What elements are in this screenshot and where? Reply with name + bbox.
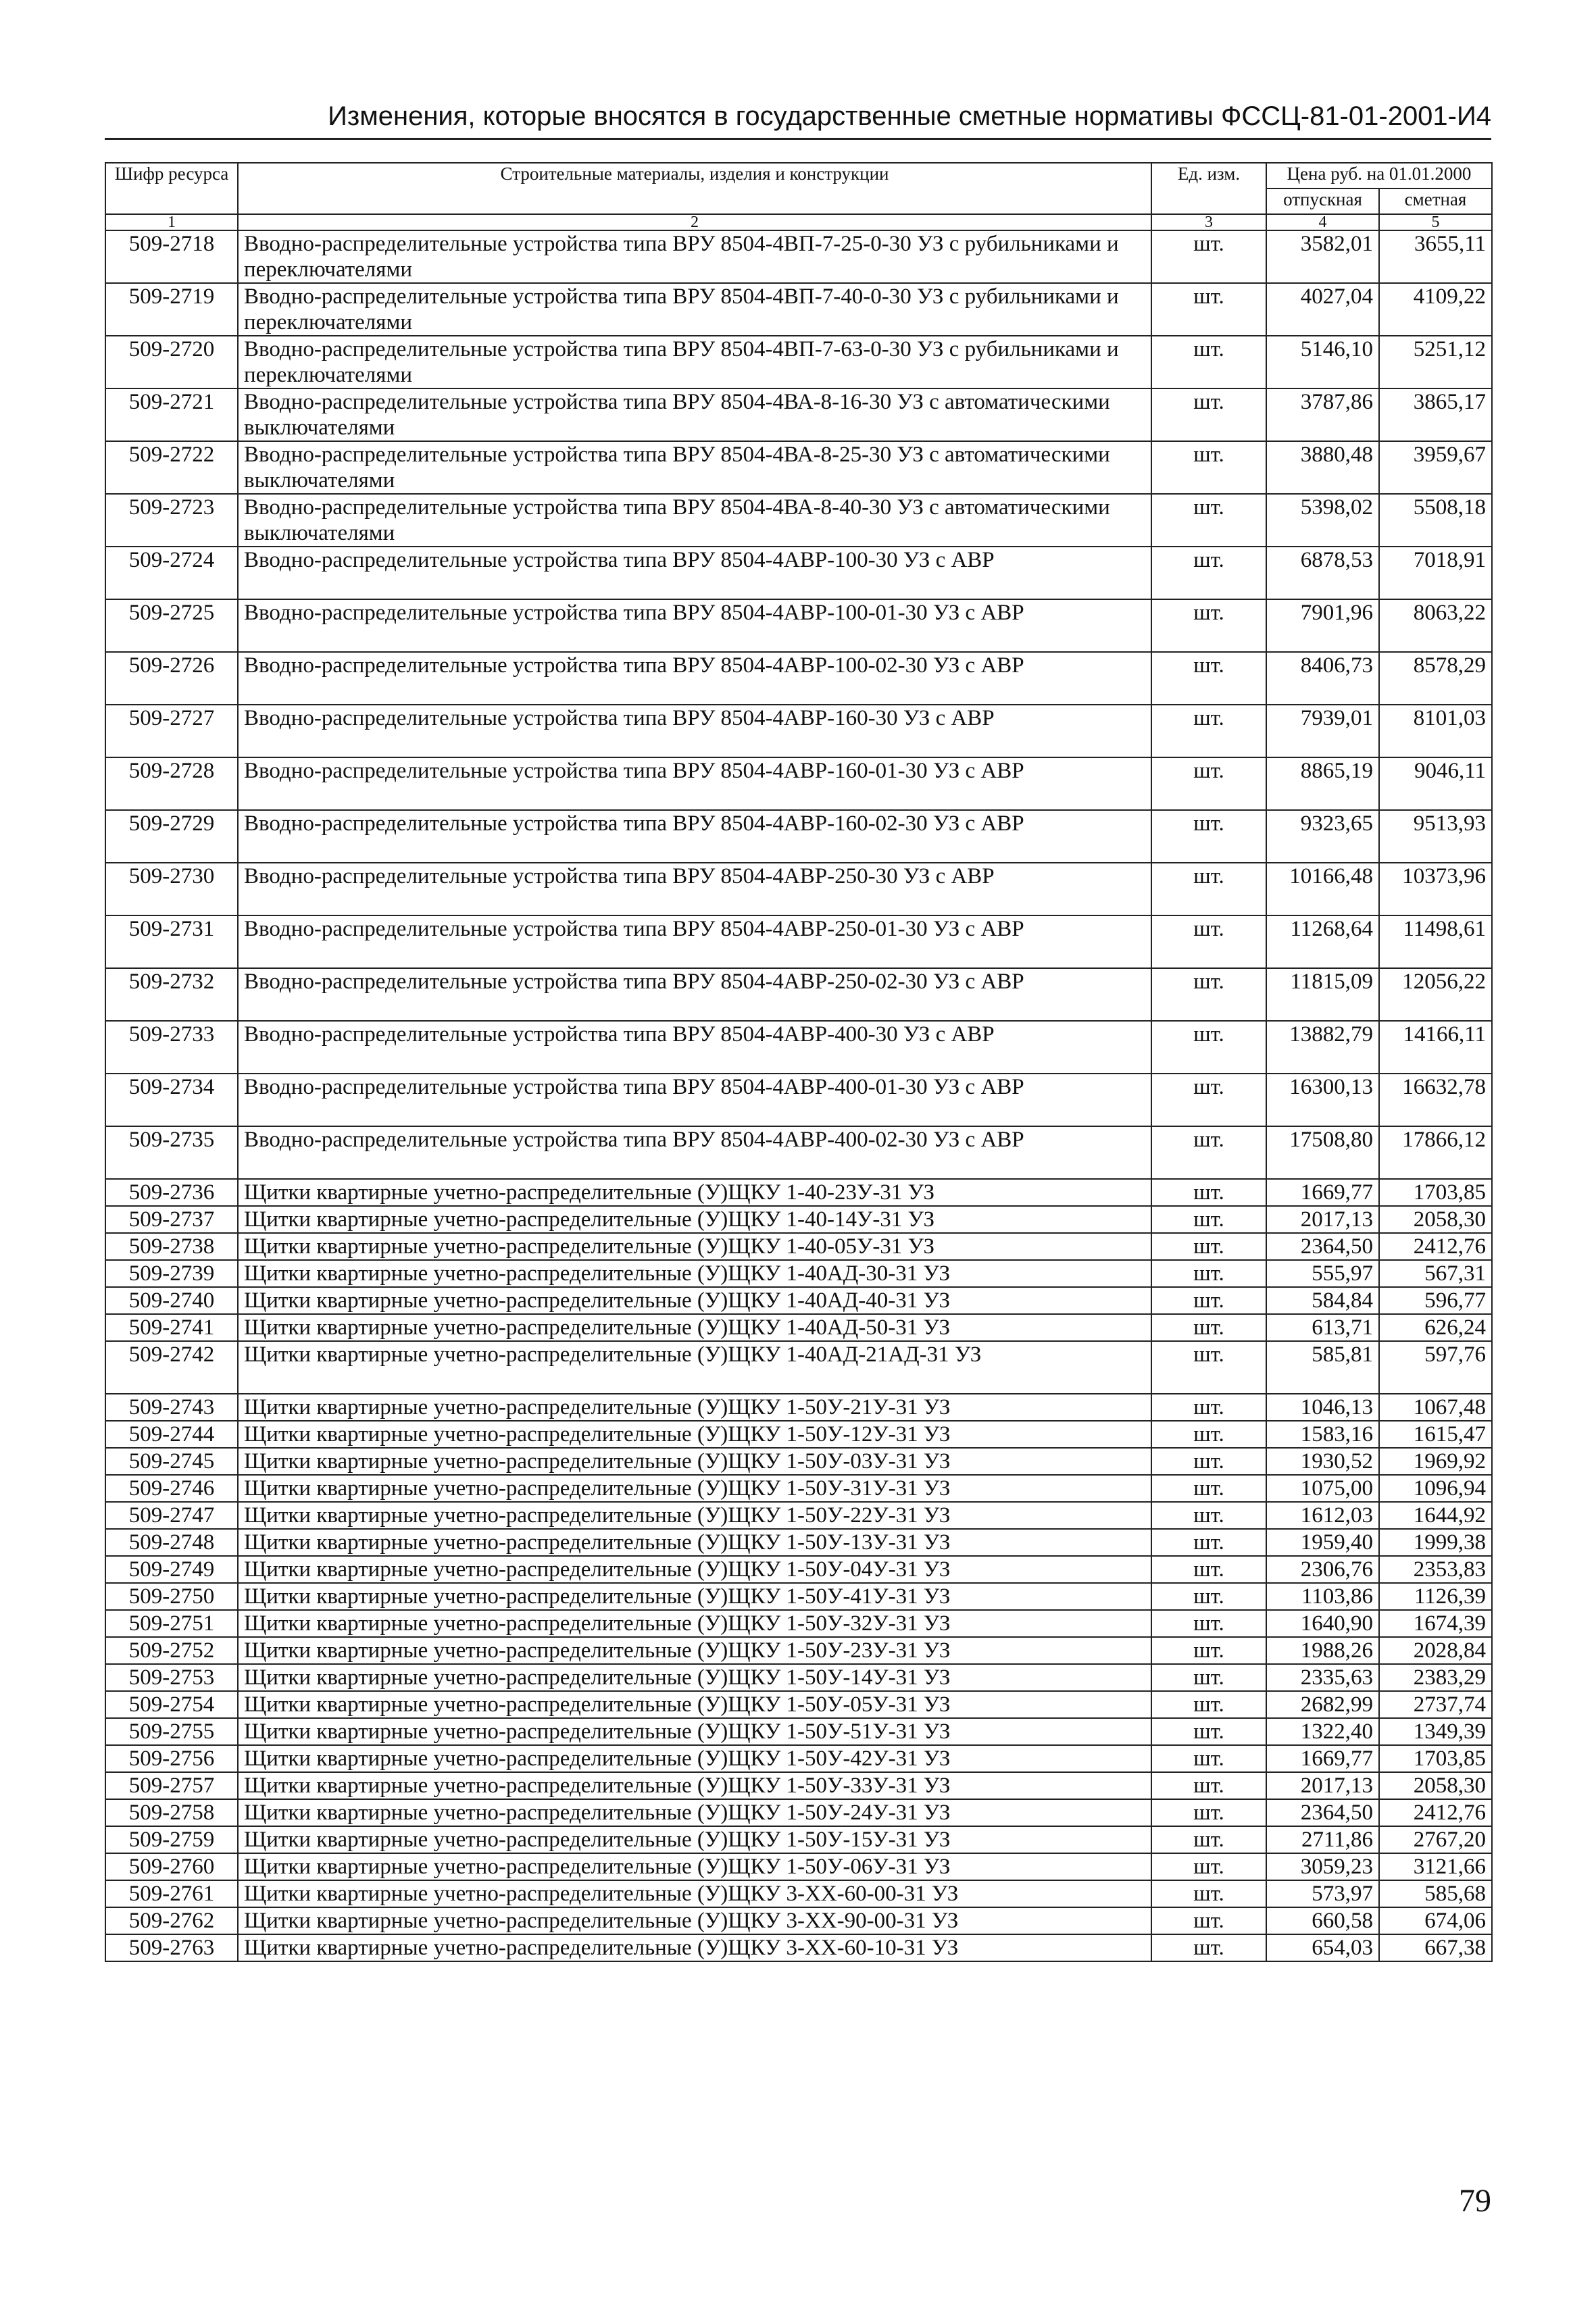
row-name: Вводно-распределительные устройства типа ВРУ 8504-4АВР-250-01-30 УЗ с АВР [238,915,1151,968]
row-name: Вводно-распределительные устройства типа ВРУ 8504-4ВП-7-63-0-30 УЗ с рубильниками и переключателями [238,336,1151,388]
row-price-release: 2017,13 [1266,1206,1379,1233]
column-number: 5 [1379,214,1492,230]
header-price-group: Цена руб. на 01.01.2000 [1266,163,1492,188]
row-unit: шт. [1151,547,1266,599]
row-price-estimate: 12056,22 [1379,968,1492,1021]
row-price-estimate: 17866,12 [1379,1126,1492,1179]
row-name: Щитки квартирные учетно-распределительные (У)ЩКУ 1-40-05У-31 УЗ [238,1233,1151,1260]
row-name: Щитки квартирные учетно-распределительные (У)ЩКУ 1-50У-42У-31 УЗ [238,1745,1151,1772]
row-price-release: 584,84 [1266,1287,1379,1314]
row-price-estimate: 8578,29 [1379,652,1492,705]
row-price-estimate: 626,24 [1379,1314,1492,1341]
row-code: 509-2718 [105,230,238,283]
table-row [105,1799,1492,1826]
row-price-release: 8406,73 [1266,652,1379,705]
row-unit: шт. [1151,1394,1266,1421]
row-code: 509-2727 [105,705,238,757]
row-code: 509-2724 [105,547,238,599]
row-name: Щитки квартирные учетно-распределительные (У)ЩКУ 1-50У-13У-31 УЗ [238,1529,1151,1556]
table-row [105,547,1492,599]
row-code: 509-2723 [105,494,238,547]
row-price-estimate: 596,77 [1379,1287,1492,1314]
row-price-estimate: 1067,48 [1379,1394,1492,1421]
row-price-release: 3880,48 [1266,441,1379,494]
row-price-estimate: 8063,22 [1379,599,1492,652]
row-price-estimate: 1703,85 [1379,1179,1492,1206]
row-price-release: 17508,80 [1266,1126,1379,1179]
row-unit: шт. [1151,1934,1266,1961]
row-code: 509-2756 [105,1745,238,1772]
page-title: Изменения, которые вносятся в государственные сметные нормативы ФССЦ-81-01-2001-И4 [328,101,1491,131]
row-name: Вводно-распределительные устройства типа ВРУ 8504-4ВА-8-16-30 УЗ с автоматическими выключателями [238,388,1151,441]
row-code: 509-2763 [105,1934,238,1961]
row-unit: шт. [1151,1772,1266,1799]
row-code: 509-2749 [105,1556,238,1583]
table-row [105,1314,1492,1341]
row-price-release: 2364,50 [1266,1233,1379,1260]
table-row [105,283,1492,336]
row-code: 509-2741 [105,1314,238,1341]
row-unit: шт. [1151,705,1266,757]
row-price-estimate: 567,31 [1379,1260,1492,1287]
table-row [105,1074,1492,1126]
row-code: 509-2757 [105,1772,238,1799]
row-unit: шт. [1151,336,1266,388]
row-code: 509-2730 [105,863,238,915]
row-code: 509-2751 [105,1610,238,1637]
row-code: 509-2737 [105,1206,238,1233]
row-code: 509-2755 [105,1718,238,1745]
table-row [105,1637,1492,1664]
row-unit: шт. [1151,1826,1266,1853]
row-price-estimate: 11498,61 [1379,915,1492,968]
row-code: 509-2738 [105,1233,238,1260]
row-price-release: 1930,52 [1266,1448,1379,1475]
row-price-estimate: 597,76 [1379,1341,1492,1394]
row-name: Щитки квартирные учетно-распределительные (У)ЩКУ 3-ХХ-90-00-31 УЗ [238,1907,1151,1934]
row-unit: шт. [1151,230,1266,283]
row-code: 509-2743 [105,1394,238,1421]
row-code: 509-2746 [105,1475,238,1502]
row-unit: шт. [1151,1907,1266,1934]
row-price-estimate: 3655,11 [1379,230,1492,283]
row-price-release: 2711,86 [1266,1826,1379,1853]
row-unit: шт. [1151,1475,1266,1502]
row-price-release: 1322,40 [1266,1718,1379,1745]
table-row [105,1233,1492,1260]
row-price-release: 2306,76 [1266,1556,1379,1583]
row-name: Щитки квартирные учетно-распределительные (У)ЩКУ 1-50У-24У-31 УЗ [238,1799,1151,1826]
row-price-release: 7939,01 [1266,705,1379,757]
row-price-estimate: 1096,94 [1379,1475,1492,1502]
table-row [105,441,1492,494]
row-code: 509-2739 [105,1260,238,1287]
row-name: Вводно-распределительные устройства типа ВРУ 8504-4АВР-160-02-30 УЗ с АВР [238,810,1151,863]
row-price-estimate: 3865,17 [1379,388,1492,441]
row-name: Щитки квартирные учетно-распределительные (У)ЩКУ 1-50У-32У-31 УЗ [238,1610,1151,1637]
row-price-release: 1988,26 [1266,1637,1379,1664]
table-row [105,705,1492,757]
row-unit: шт. [1151,810,1266,863]
row-name: Вводно-распределительные устройства типа ВРУ 8504-4АВР-100-01-30 УЗ с АВР [238,599,1151,652]
row-name: Вводно-распределительные устройства типа ВРУ 8504-4АВР-160-30 УЗ с АВР [238,705,1151,757]
row-price-release: 573,97 [1266,1880,1379,1907]
row-unit: шт. [1151,1421,1266,1448]
row-name: Щитки квартирные учетно-распределительные (У)ЩКУ 1-50У-21У-31 УЗ [238,1394,1151,1421]
table-row [105,1826,1492,1853]
row-price-release: 7901,96 [1266,599,1379,652]
row-name: Вводно-распределительные устройства типа ВРУ 8504-4АВР-400-30 УЗ с АВР [238,1021,1151,1074]
row-price-estimate: 1674,39 [1379,1610,1492,1637]
column-number-row [105,214,1492,230]
row-price-estimate: 2353,83 [1379,1556,1492,1583]
table-row [105,1179,1492,1206]
table-body [105,230,1492,1961]
table-row [105,494,1492,547]
row-name: Щитки квартирные учетно-распределительные (У)ЩКУ 1-40-23У-31 УЗ [238,1179,1151,1206]
row-price-estimate: 10373,96 [1379,863,1492,915]
row-code: 509-2736 [105,1179,238,1206]
row-code: 509-2726 [105,652,238,705]
row-price-estimate: 14166,11 [1379,1021,1492,1074]
row-price-release: 1046,13 [1266,1394,1379,1421]
row-unit: шт. [1151,1179,1266,1206]
row-name: Щитки квартирные учетно-распределительные (У)ЩКУ 1-40АД-50-31 УЗ [238,1314,1151,1341]
row-unit: шт. [1151,1448,1266,1475]
row-price-estimate: 2412,76 [1379,1799,1492,1826]
row-code: 509-2758 [105,1799,238,1826]
row-price-estimate: 1126,39 [1379,1583,1492,1610]
row-price-release: 1669,77 [1266,1745,1379,1772]
row-code: 509-2719 [105,283,238,336]
table-row [105,1583,1492,1610]
table-row [105,1421,1492,1448]
row-price-release: 1103,86 [1266,1583,1379,1610]
row-price-release: 4027,04 [1266,283,1379,336]
row-unit: шт. [1151,1691,1266,1718]
row-price-estimate: 1999,38 [1379,1529,1492,1556]
table-row [105,230,1492,283]
row-unit: шт. [1151,915,1266,968]
row-code: 509-2752 [105,1637,238,1664]
table-row [105,1691,1492,1718]
row-price-release: 1959,40 [1266,1529,1379,1556]
row-code: 509-2732 [105,968,238,1021]
row-price-estimate: 5508,18 [1379,494,1492,547]
row-code: 509-2731 [105,915,238,968]
row-price-release: 13882,79 [1266,1021,1379,1074]
row-price-release: 11815,09 [1266,968,1379,1021]
row-unit: шт. [1151,1260,1266,1287]
row-unit: шт. [1151,1287,1266,1314]
row-price-estimate: 5251,12 [1379,336,1492,388]
table-row [105,1772,1492,1799]
row-price-estimate: 1349,39 [1379,1718,1492,1745]
row-name: Щитки квартирные учетно-распределительные (У)ЩКУ 1-50У-41У-31 УЗ [238,1583,1151,1610]
row-price-estimate: 2028,84 [1379,1637,1492,1664]
row-price-release: 660,58 [1266,1907,1379,1934]
table-row [105,1021,1492,1074]
row-price-release: 5398,02 [1266,494,1379,547]
row-name: Вводно-распределительные устройства типа ВРУ 8504-4АВР-400-02-30 УЗ с АВР [238,1126,1151,1179]
row-name: Щитки квартирные учетно-распределительные (У)ЩКУ 1-50У-14У-31 УЗ [238,1664,1151,1691]
header-name: Строительные материалы, изделия и конструкции [238,163,1151,214]
row-code: 509-2748 [105,1529,238,1556]
row-price-release: 5146,10 [1266,336,1379,388]
page-number: 79 [1459,2183,1491,2219]
row-price-estimate: 16632,78 [1379,1074,1492,1126]
row-unit: шт. [1151,757,1266,810]
column-number: 3 [1151,214,1266,230]
table-row [105,810,1492,863]
table-row [105,1448,1492,1475]
row-code: 509-2728 [105,757,238,810]
page-header [105,95,1491,140]
row-code: 509-2729 [105,810,238,863]
row-name: Вводно-распределительные устройства типа ВРУ 8504-4АВР-100-30 УЗ с АВР [238,547,1151,599]
table-row [105,1664,1492,1691]
row-unit: шт. [1151,1126,1266,1179]
row-unit: шт. [1151,1610,1266,1637]
row-price-release: 6878,53 [1266,547,1379,599]
row-price-release: 2335,63 [1266,1664,1379,1691]
row-unit: шт. [1151,1341,1266,1394]
row-price-estimate: 2767,20 [1379,1826,1492,1853]
row-price-estimate: 1644,92 [1379,1502,1492,1529]
row-unit: шт. [1151,283,1266,336]
row-name: Щитки квартирные учетно-распределительные (У)ЩКУ 1-50У-22У-31 УЗ [238,1502,1151,1529]
row-name: Щитки квартирные учетно-распределительные (У)ЩКУ 3-ХХ-60-10-31 УЗ [238,1934,1151,1961]
row-name: Щитки квартирные учетно-распределительные (У)ЩКУ 1-40-14У-31 УЗ [238,1206,1151,1233]
row-price-estimate: 1703,85 [1379,1745,1492,1772]
table-row [105,599,1492,652]
row-name: Щитки квартирные учетно-распределительные (У)ЩКУ 1-50У-51У-31 УЗ [238,1718,1151,1745]
row-price-release: 1075,00 [1266,1475,1379,1502]
row-name: Щитки квартирные учетно-распределительные (У)ЩКУ 1-50У-31У-31 УЗ [238,1475,1151,1502]
row-unit: шт. [1151,1556,1266,1583]
row-name: Вводно-распределительные устройства типа ВРУ 8504-4АВР-400-01-30 УЗ с АВР [238,1074,1151,1126]
row-price-release: 654,03 [1266,1934,1379,1961]
row-price-estimate: 9513,93 [1379,810,1492,863]
row-price-estimate: 2383,29 [1379,1664,1492,1691]
row-price-estimate: 4109,22 [1379,283,1492,336]
row-unit: шт. [1151,1880,1266,1907]
row-price-release: 1583,16 [1266,1421,1379,1448]
table-row [105,1475,1492,1502]
table-row [105,388,1492,441]
table-row [105,1341,1492,1394]
row-unit: шт. [1151,1583,1266,1610]
row-price-release: 2364,50 [1266,1799,1379,1826]
row-code: 509-2735 [105,1126,238,1179]
row-unit: шт. [1151,863,1266,915]
row-price-release: 11268,64 [1266,915,1379,968]
row-price-release: 3787,86 [1266,388,1379,441]
row-price-release: 3582,01 [1266,230,1379,283]
row-name: Вводно-распределительные устройства типа ВРУ 8504-4АВР-100-02-30 УЗ с АВР [238,652,1151,705]
row-code: 509-2750 [105,1583,238,1610]
row-code: 509-2761 [105,1880,238,1907]
row-name: Щитки квартирные учетно-распределительные (У)ЩКУ 1-40АД-40-31 УЗ [238,1287,1151,1314]
row-price-estimate: 8101,03 [1379,705,1492,757]
row-code: 509-2744 [105,1421,238,1448]
table-row [105,652,1492,705]
column-number: 1 [105,214,238,230]
row-unit: шт. [1151,1314,1266,1341]
row-name: Вводно-распределительные устройства типа ВРУ 8504-4АВР-250-30 УЗ с АВР [238,863,1151,915]
row-name: Вводно-распределительные устройства типа ВРУ 8504-4ВА-8-25-30 УЗ с автоматическими выключателями [238,441,1151,494]
row-price-estimate: 1969,92 [1379,1448,1492,1475]
row-unit: шт. [1151,1799,1266,1826]
table-row [105,863,1492,915]
row-code: 509-2721 [105,388,238,441]
row-code: 509-2740 [105,1287,238,1314]
table-row [105,1502,1492,1529]
row-unit: шт. [1151,599,1266,652]
row-price-release: 555,97 [1266,1260,1379,1287]
table-row [105,1907,1492,1934]
table-row [105,1206,1492,1233]
row-price-release: 3059,23 [1266,1853,1379,1880]
row-unit: шт. [1151,1718,1266,1745]
row-price-release: 8865,19 [1266,757,1379,810]
table-row [105,1126,1492,1179]
row-name: Щитки квартирные учетно-распределительные (У)ЩКУ 1-50У-33У-31 УЗ [238,1772,1151,1799]
column-number: 4 [1266,214,1379,230]
row-unit: шт. [1151,1206,1266,1233]
row-price-estimate: 2412,76 [1379,1233,1492,1260]
row-code: 509-2742 [105,1341,238,1394]
row-code: 509-2747 [105,1502,238,1529]
row-price-estimate: 2737,74 [1379,1691,1492,1718]
row-price-estimate: 2058,30 [1379,1206,1492,1233]
row-price-estimate: 7018,91 [1379,547,1492,599]
price-table [105,162,1493,1962]
row-code: 509-2725 [105,599,238,652]
row-unit: шт. [1151,968,1266,1021]
row-price-estimate: 9046,11 [1379,757,1492,810]
row-price-release: 2017,13 [1266,1772,1379,1799]
row-unit: шт. [1151,1074,1266,1126]
row-price-estimate: 585,68 [1379,1880,1492,1907]
row-name: Щитки квартирные учетно-распределительные (У)ЩКУ 1-50У-12У-31 УЗ [238,1421,1151,1448]
table-row [105,336,1492,388]
row-code: 509-2720 [105,336,238,388]
row-name: Щитки квартирные учетно-распределительные (У)ЩКУ 1-50У-04У-31 УЗ [238,1556,1151,1583]
table-row [105,1718,1492,1745]
row-unit: шт. [1151,1853,1266,1880]
row-price-release: 1640,90 [1266,1610,1379,1637]
table-row [105,968,1492,1021]
row-name: Щитки квартирные учетно-распределительные (У)ЩКУ 3-ХХ-60-00-31 УЗ [238,1880,1151,1907]
row-code: 509-2745 [105,1448,238,1475]
row-unit: шт. [1151,1637,1266,1664]
table-header-row [105,163,1492,188]
row-price-release: 1612,03 [1266,1502,1379,1529]
row-unit: шт. [1151,1502,1266,1529]
row-name: Щитки квартирные учетно-распределительные (У)ЩКУ 1-40АД-30-31 УЗ [238,1260,1151,1287]
row-price-release: 585,81 [1266,1341,1379,1394]
row-price-estimate: 667,38 [1379,1934,1492,1961]
row-unit: шт. [1151,1664,1266,1691]
row-name: Вводно-распределительные устройства типа ВРУ 8504-4ВП-7-40-0-30 УЗ с рубильниками и переключателями [238,283,1151,336]
table-row [105,915,1492,968]
row-price-release: 1669,77 [1266,1179,1379,1206]
table-row [105,757,1492,810]
row-price-estimate: 3959,67 [1379,441,1492,494]
row-code: 509-2722 [105,441,238,494]
row-name: Вводно-распределительные устройства типа ВРУ 8504-4ВА-8-40-30 УЗ с автоматическими выключателями [238,494,1151,547]
table-row [105,1853,1492,1880]
row-unit: шт. [1151,441,1266,494]
row-code: 509-2762 [105,1907,238,1934]
row-price-estimate: 2058,30 [1379,1772,1492,1799]
row-price-release: 613,71 [1266,1314,1379,1341]
row-price-release: 10166,48 [1266,863,1379,915]
row-unit: шт. [1151,1745,1266,1772]
row-price-release: 9323,65 [1266,810,1379,863]
header-code: Шифр ресурса [105,163,238,214]
row-price-release: 2682,99 [1266,1691,1379,1718]
row-code: 509-2734 [105,1074,238,1126]
row-name: Щитки квартирные учетно-распределительные (У)ЩКУ 1-50У-03У-31 УЗ [238,1448,1151,1475]
table-row [105,1745,1492,1772]
table-row [105,1934,1492,1961]
row-price-release: 16300,13 [1266,1074,1379,1126]
row-unit: шт. [1151,388,1266,441]
row-code: 509-2754 [105,1691,238,1718]
table-row [105,1880,1492,1907]
table-row [105,1610,1492,1637]
price-table-container [105,162,1491,1962]
table-row [105,1394,1492,1421]
row-price-estimate: 1615,47 [1379,1421,1492,1448]
table-row [105,1556,1492,1583]
header-price-estimate: сметная [1379,188,1492,214]
row-name: Вводно-распределительные устройства типа ВРУ 8504-4ВП-7-25-0-30 УЗ с рубильниками и переключателями [238,230,1151,283]
row-code: 509-2733 [105,1021,238,1074]
header-unit: Ед. изм. [1151,163,1266,214]
row-name: Вводно-распределительные устройства типа ВРУ 8504-4АВР-160-01-30 УЗ с АВР [238,757,1151,810]
row-name: Щитки квартирные учетно-распределительные (У)ЩКУ 1-50У-05У-31 УЗ [238,1691,1151,1718]
table-row [105,1529,1492,1556]
row-unit: шт. [1151,652,1266,705]
row-unit: шт. [1151,1529,1266,1556]
row-unit: шт. [1151,494,1266,547]
row-name: Щитки квартирные учетно-распределительные (У)ЩКУ 1-50У-15У-31 УЗ [238,1826,1151,1853]
table-row [105,1260,1492,1287]
row-code: 509-2760 [105,1853,238,1880]
row-price-estimate: 3121,66 [1379,1853,1492,1880]
row-name: Щитки квартирные учетно-распределительные (У)ЩКУ 1-50У-06У-31 УЗ [238,1853,1151,1880]
row-code: 509-2759 [105,1826,238,1853]
row-name: Вводно-распределительные устройства типа ВРУ 8504-4АВР-250-02-30 УЗ с АВР [238,968,1151,1021]
row-price-estimate: 674,06 [1379,1907,1492,1934]
row-unit: шт. [1151,1233,1266,1260]
header-price-release: отпускная [1266,188,1379,214]
row-name: Щитки квартирные учетно-распределительные (У)ЩКУ 1-40АД-21АД-31 УЗ [238,1341,1151,1394]
column-number: 2 [238,214,1151,230]
table-row [105,1287,1492,1314]
row-name: Щитки квартирные учетно-распределительные (У)ЩКУ 1-50У-23У-31 УЗ [238,1637,1151,1664]
row-code: 509-2753 [105,1664,238,1691]
row-unit: шт. [1151,1021,1266,1074]
